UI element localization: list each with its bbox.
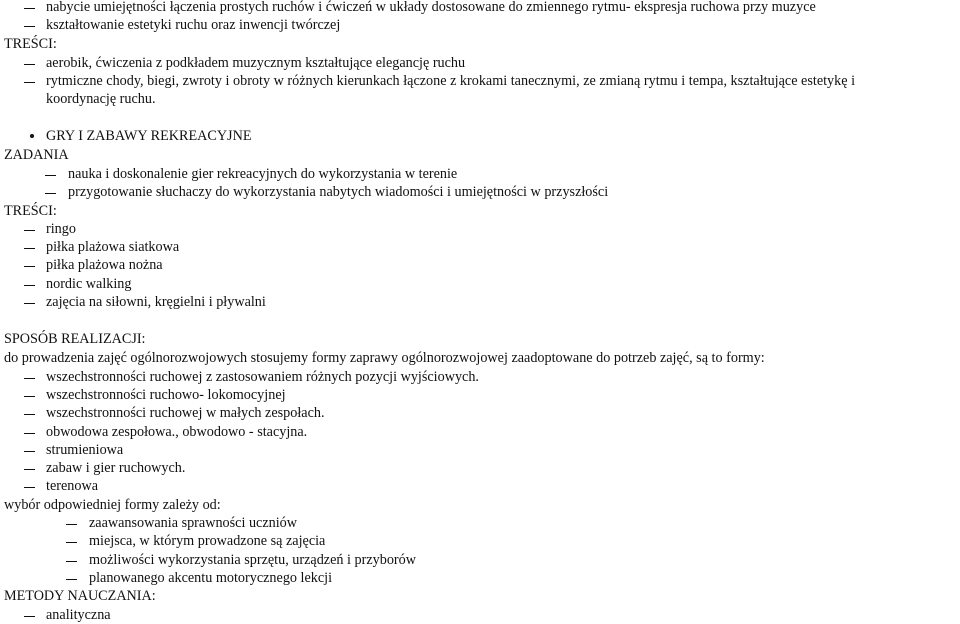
list-item-text: terenowa [46,478,98,494]
tresci-heading: TREŚCI: [4,203,57,219]
choice-intro-text: wybór odpowiedniej formy zależy od: [4,497,221,513]
list-item-text: zaawansowania sprawności uczniów [89,515,298,531]
list-item-text: zabaw i gier ruchowych. [46,460,186,476]
zadania-heading: ZADANIA [4,147,69,163]
list-item-text: obwodowa zespołowa., obwodowo - stacyjna. [46,424,308,440]
list-item-text: koordynację ruchu. [46,91,156,107]
list-item-text: ringo [46,221,76,237]
list-item-text: nauka i doskonalenie gier rekreacyjnych do wykorzystania w terenie [68,166,458,182]
list-item-text: możliwości wykorzystania sprzętu, urządzeń i przyborów [89,552,416,568]
list-item-text: wszechstronności ruchowej w małych zespołach. [46,405,325,421]
list-item-text: planowanego akcentu motorycznego lekcji [89,570,333,586]
list-item-text: nabycie umiejętności łączenia prostych ruchów i ćwiczeń w układy dostosowane do zmiennego rytmu- ekspresja ruchowa przy muzyce [46,0,816,15]
list-item-text: wszechstronności ruchowej z zastosowaniem różnych pozycji wyjściowych. [46,369,479,385]
list-item-text: analityczna [46,607,111,623]
sposob-realizacji-heading: SPOSÓB REALIZACJI: [4,331,146,347]
list-item-text: kształtowanie estetyki ruchu oraz inwencji twórczej [46,17,341,33]
tresci-heading: TREŚCI: [4,36,57,52]
list-item-text: miejsca, w którym prowadzone są zajęcia [89,533,326,549]
list-item-text: piłka plażowa siatkowa [46,239,180,255]
list-item-text: aerobik, ćwiczenia z podkładem muzycznym kształtujące elegancję ruchu [46,55,466,71]
list-item-text: strumieniowa [46,442,124,458]
list-item-text: nordic walking [46,276,132,292]
list-item-text: przygotowanie słuchaczy do wykorzystania nabytych wiadomości i umiejętności w przyszłości [68,184,609,200]
section-title: GRY I ZABAWY REKREACYJNE [46,128,252,144]
list-item-text: piłka plażowa nożna [46,257,163,273]
list-item-text: zajęcia na siłowni, kręgielni i pływalni [46,294,266,310]
intro-text: do prowadzenia zajęć ogólnorozwojowych stosujemy formy zaprawy ogólnorozwojowej zaadoptowane do potrzeb zajęć, są to formy: [4,350,765,366]
list-item-text: rytmiczne chody, biegi, zwroty i obroty w różnych kierunkach łączone z krokami tanecznymi, ze zmianą rytmu i tempa, kształtujące estetykę i [46,73,856,89]
list-item-text: wszechstronności ruchowo- lokomocyjnej [46,387,286,403]
metody-nauczania-heading: METODY NAUCZANIA: [4,588,156,604]
